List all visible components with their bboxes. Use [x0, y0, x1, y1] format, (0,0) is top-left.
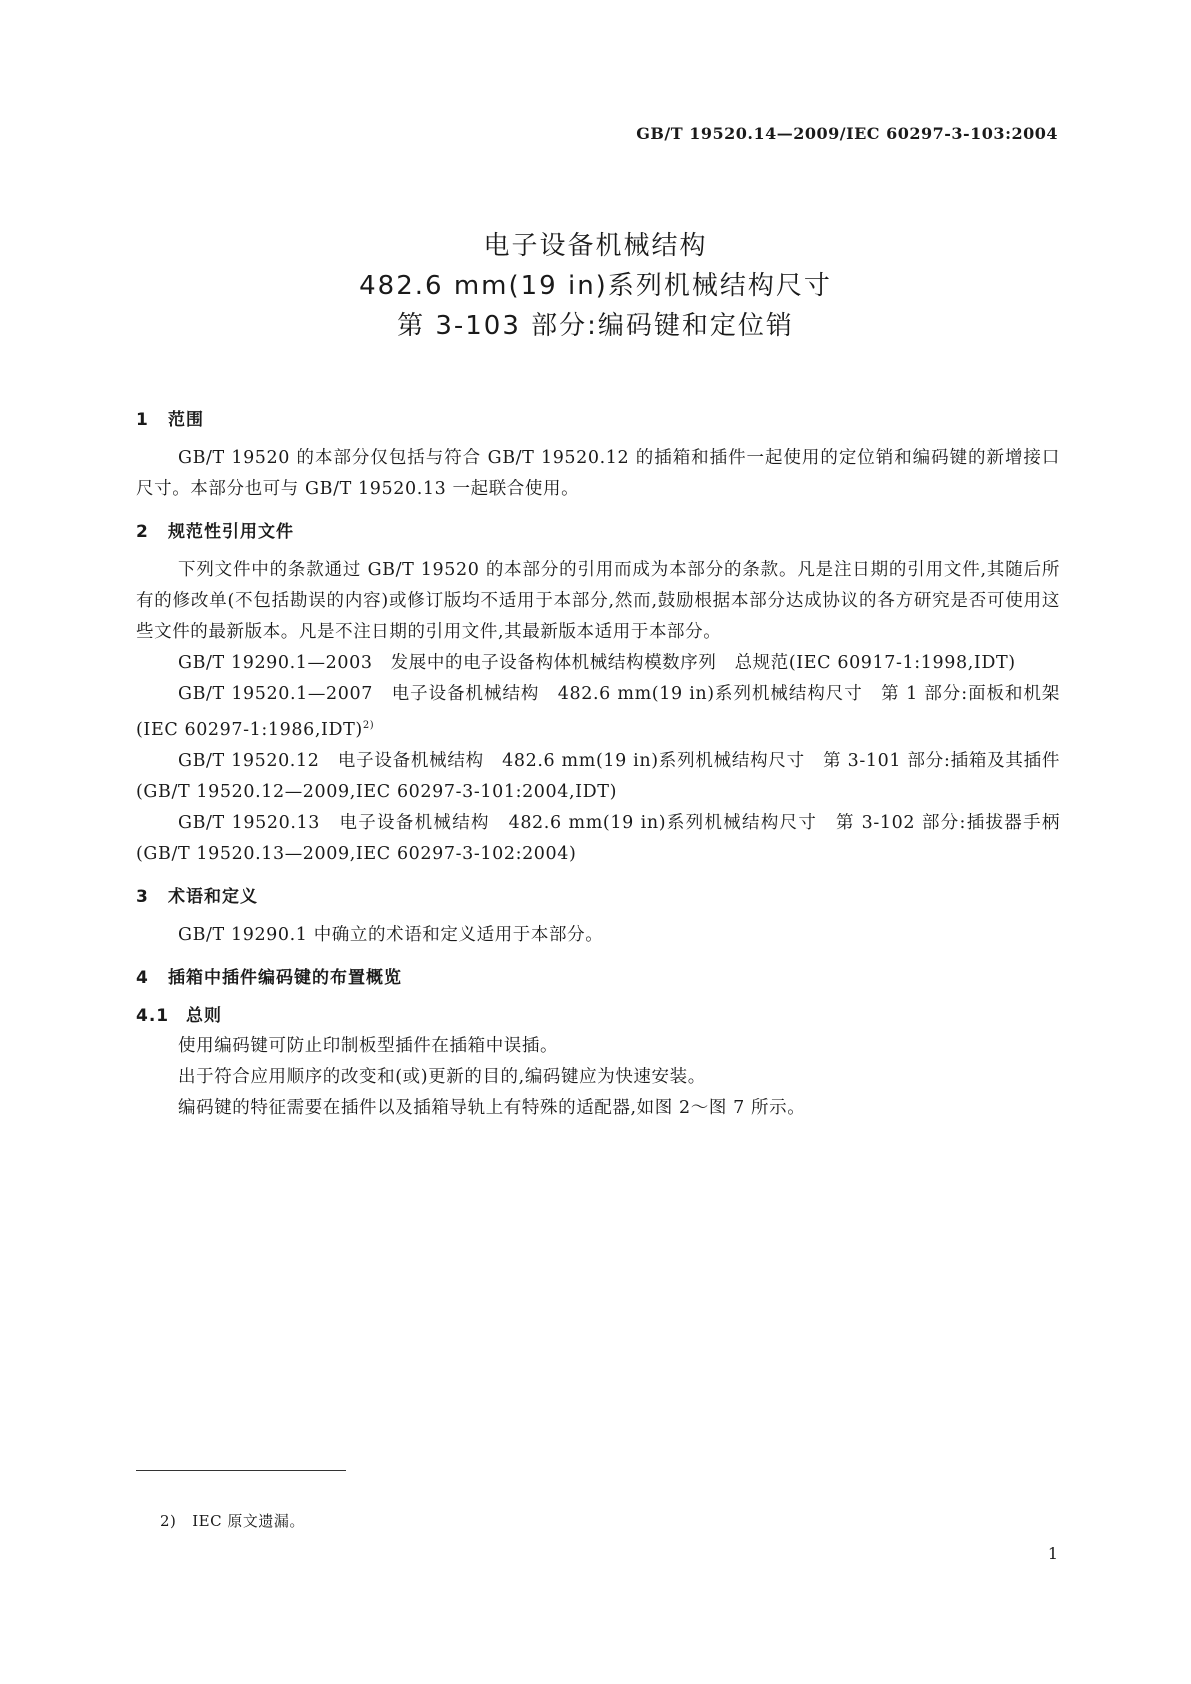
- section-4-heading: [136, 963, 1060, 993]
- section-number: 1: [136, 410, 149, 430]
- footnote: [160, 1510, 305, 1531]
- subsection-line-1: 使用编码键可防止印制板型插件在插箱中误插。: [178, 1035, 559, 1056]
- reference-item-3: GB/T 19520.12 电子设备机械结构 482.6 mm(19 in)系列机械结构尺寸 第 3-101 部分:插箱及其插件(GB/T 19520.12—2009,IEC 60297-3-101:2004,IDT): [136, 750, 1060, 802]
- subsection-number: 4.1: [136, 1005, 170, 1026]
- page-number: 1: [1047, 1544, 1058, 1563]
- section-2-heading: [136, 517, 1060, 547]
- section-title: 插箱中插件编码键的布置概览: [168, 967, 402, 988]
- section-title: 术语和定义: [168, 886, 258, 907]
- section-number: 3: [136, 886, 149, 907]
- section-3-paragraph: GB/T 19290.1 中确立的术语和定义适用于本部分。: [178, 924, 604, 945]
- reference-item-2: [136, 679, 1060, 746]
- subsection-line-2: 出于符合应用顺序的改变和(或)更新的目的,编码键应为快速安装。: [178, 1066, 706, 1087]
- subsection-4-1-heading: [136, 1001, 1060, 1031]
- section-1-paragraph: GB/T 19520 的本部分仅包括与符合 GB/T 19520.12 的插箱和插件一起使用的定位销和编码键的新增接口尺寸。本部分也可与 GB/T 19520.13 一起联合使用。: [136, 448, 1060, 499]
- section-number: 2: [136, 522, 149, 542]
- reference-item-4: GB/T 19520.13 电子设备机械结构 482.6 mm(19 in)系列机械结构尺寸 第 3-102 部分:插拔器手柄(GB/T 19520.13—2009,IEC 60297-3-102:2004): [136, 812, 1060, 864]
- title-line-3: 第 3-103 部分:编码键和定位销: [397, 311, 794, 341]
- subsection-title: 总则: [186, 1005, 222, 1026]
- section-title: 规范性引用文件: [168, 522, 294, 542]
- reference-text: GB/T 19520.1—2007 电子设备机械结构 482.6 mm(19 in)系列机械结构尺寸 第 1 部分:面板和机架(IEC 60297-1:1986,IDT): [136, 684, 1060, 740]
- section-1-heading: [136, 405, 1060, 435]
- section-2-paragraph: 下列文件中的条款通过 GB/T 19520 的本部分的引用而成为本部分的条款。凡是注日期的引用文件,其随后所有的修改单(不包括勘误的内容)或修订版均不适用于本部分,然而,鼓励根据本部分达成协议的各方研究是否可使用这些文件的最新版本。凡是不注日期的引用文件,其最新版本适用于本部分。: [136, 560, 1060, 642]
- footnote-divider: [136, 1470, 346, 1471]
- footnote-number: 2): [160, 1512, 177, 1530]
- footnote-text: IEC 原文遗漏。: [192, 1512, 305, 1530]
- section-3-heading: [136, 882, 1060, 912]
- section-number: 4: [136, 967, 149, 988]
- subsection-line-3: 编码键的特征需要在插件以及插箱导轨上有特殊的适配器,如图 2～图 7 所示。: [178, 1097, 806, 1118]
- footnote-marker: 2): [362, 720, 375, 731]
- standard-code: GB/T 19520.14—2009/IEC 60297-3-103:2004: [636, 124, 1058, 143]
- main-content: [136, 405, 1060, 1124]
- title-line-2: 482.6 mm(19 in)系列机械结构尺寸: [359, 271, 832, 301]
- title-line-1: 电子设备机械结构: [483, 231, 708, 261]
- document-title: [0, 226, 1191, 346]
- reference-item-1: GB/T 19290.1—2003 发展中的电子设备构体机械结构模数序列 总规范(IEC 60917-1:1998,IDT): [178, 653, 1016, 673]
- section-title: 范围: [168, 410, 204, 430]
